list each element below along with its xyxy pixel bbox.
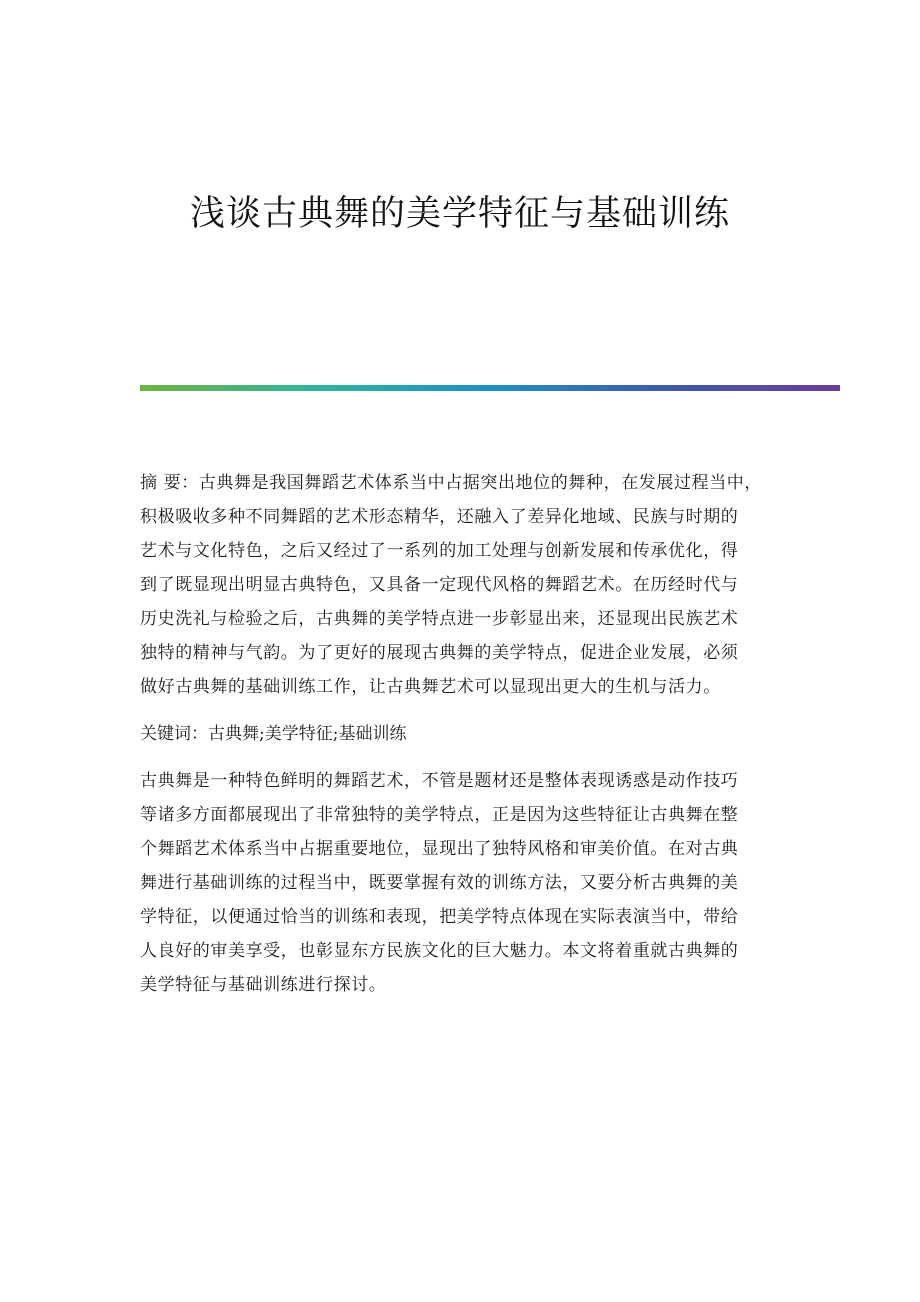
abstract-line: 做好古典舞的基础训练工作，让古典舞艺术可以显现出更大的生机与活力。 — [140, 677, 721, 697]
intro-line: 学特征，以便通过恰当的训练和表现，把美学特点体现在实际表演当中，带给 — [140, 907, 739, 927]
intro-line: 舞进行基础训练的过程当中，既要掌握有效的训练方法，又要分析古典舞的美 — [140, 873, 739, 893]
abstract-line: 历史洗礼与检验之后，古典舞的美学特点进一步彰显出来，还显现出民族艺术 — [140, 609, 739, 629]
abstract-line: 艺术与文化特色，之后又经过了一系列的加工处理与创新发展和传承优化，得 — [140, 541, 739, 561]
intro-line: 美学特征与基础训练进行探讨。 — [140, 975, 387, 995]
abstract-paragraph — [140, 466, 800, 704]
keywords-line: 关键词：古典舞;美学特征;基础训练 — [140, 724, 407, 744]
intro-line: 等诸多方面都展现出了非常独特的美学特点，正是因为这些特征让古典舞在整 — [140, 805, 739, 825]
intro-line: 古典舞是一种特色鲜明的舞蹈艺术，不管是题材还是整体表现诱惑是动作技巧 — [140, 771, 739, 791]
abstract-line: 积极吸收多种不同舞蹈的艺术形态精华，还融入了差异化地域、民族与时期的 — [140, 507, 739, 527]
document-title: 浅谈古典舞的美学特征与基础训练 — [189, 194, 730, 234]
document-body — [140, 466, 800, 1002]
intro-line: 个舞蹈艺术体系当中占据重要地位，显现出了独特风格和审美价值。在对古典 — [140, 839, 739, 859]
intro-line: 人良好的审美享受，也彰显东方民族文化的巨大魅力。本文将着重就古典舞的 — [140, 941, 739, 961]
title-divider — [140, 385, 840, 391]
intro-paragraph — [140, 764, 800, 1002]
abstract-line: 独特的精神与气韵。为了更好的展现古典舞的美学特点，促进企业发展，必须 — [140, 643, 739, 663]
abstract-line: 到了既显现出明显古典特色，又具备一定现代风格的舞蹈艺术。在历经时代与 — [140, 575, 739, 595]
abstract-line: 摘 要：古典舞是我国舞蹈艺术体系当中占据突出地位的舞种，在发展过程当中， — [140, 473, 763, 493]
